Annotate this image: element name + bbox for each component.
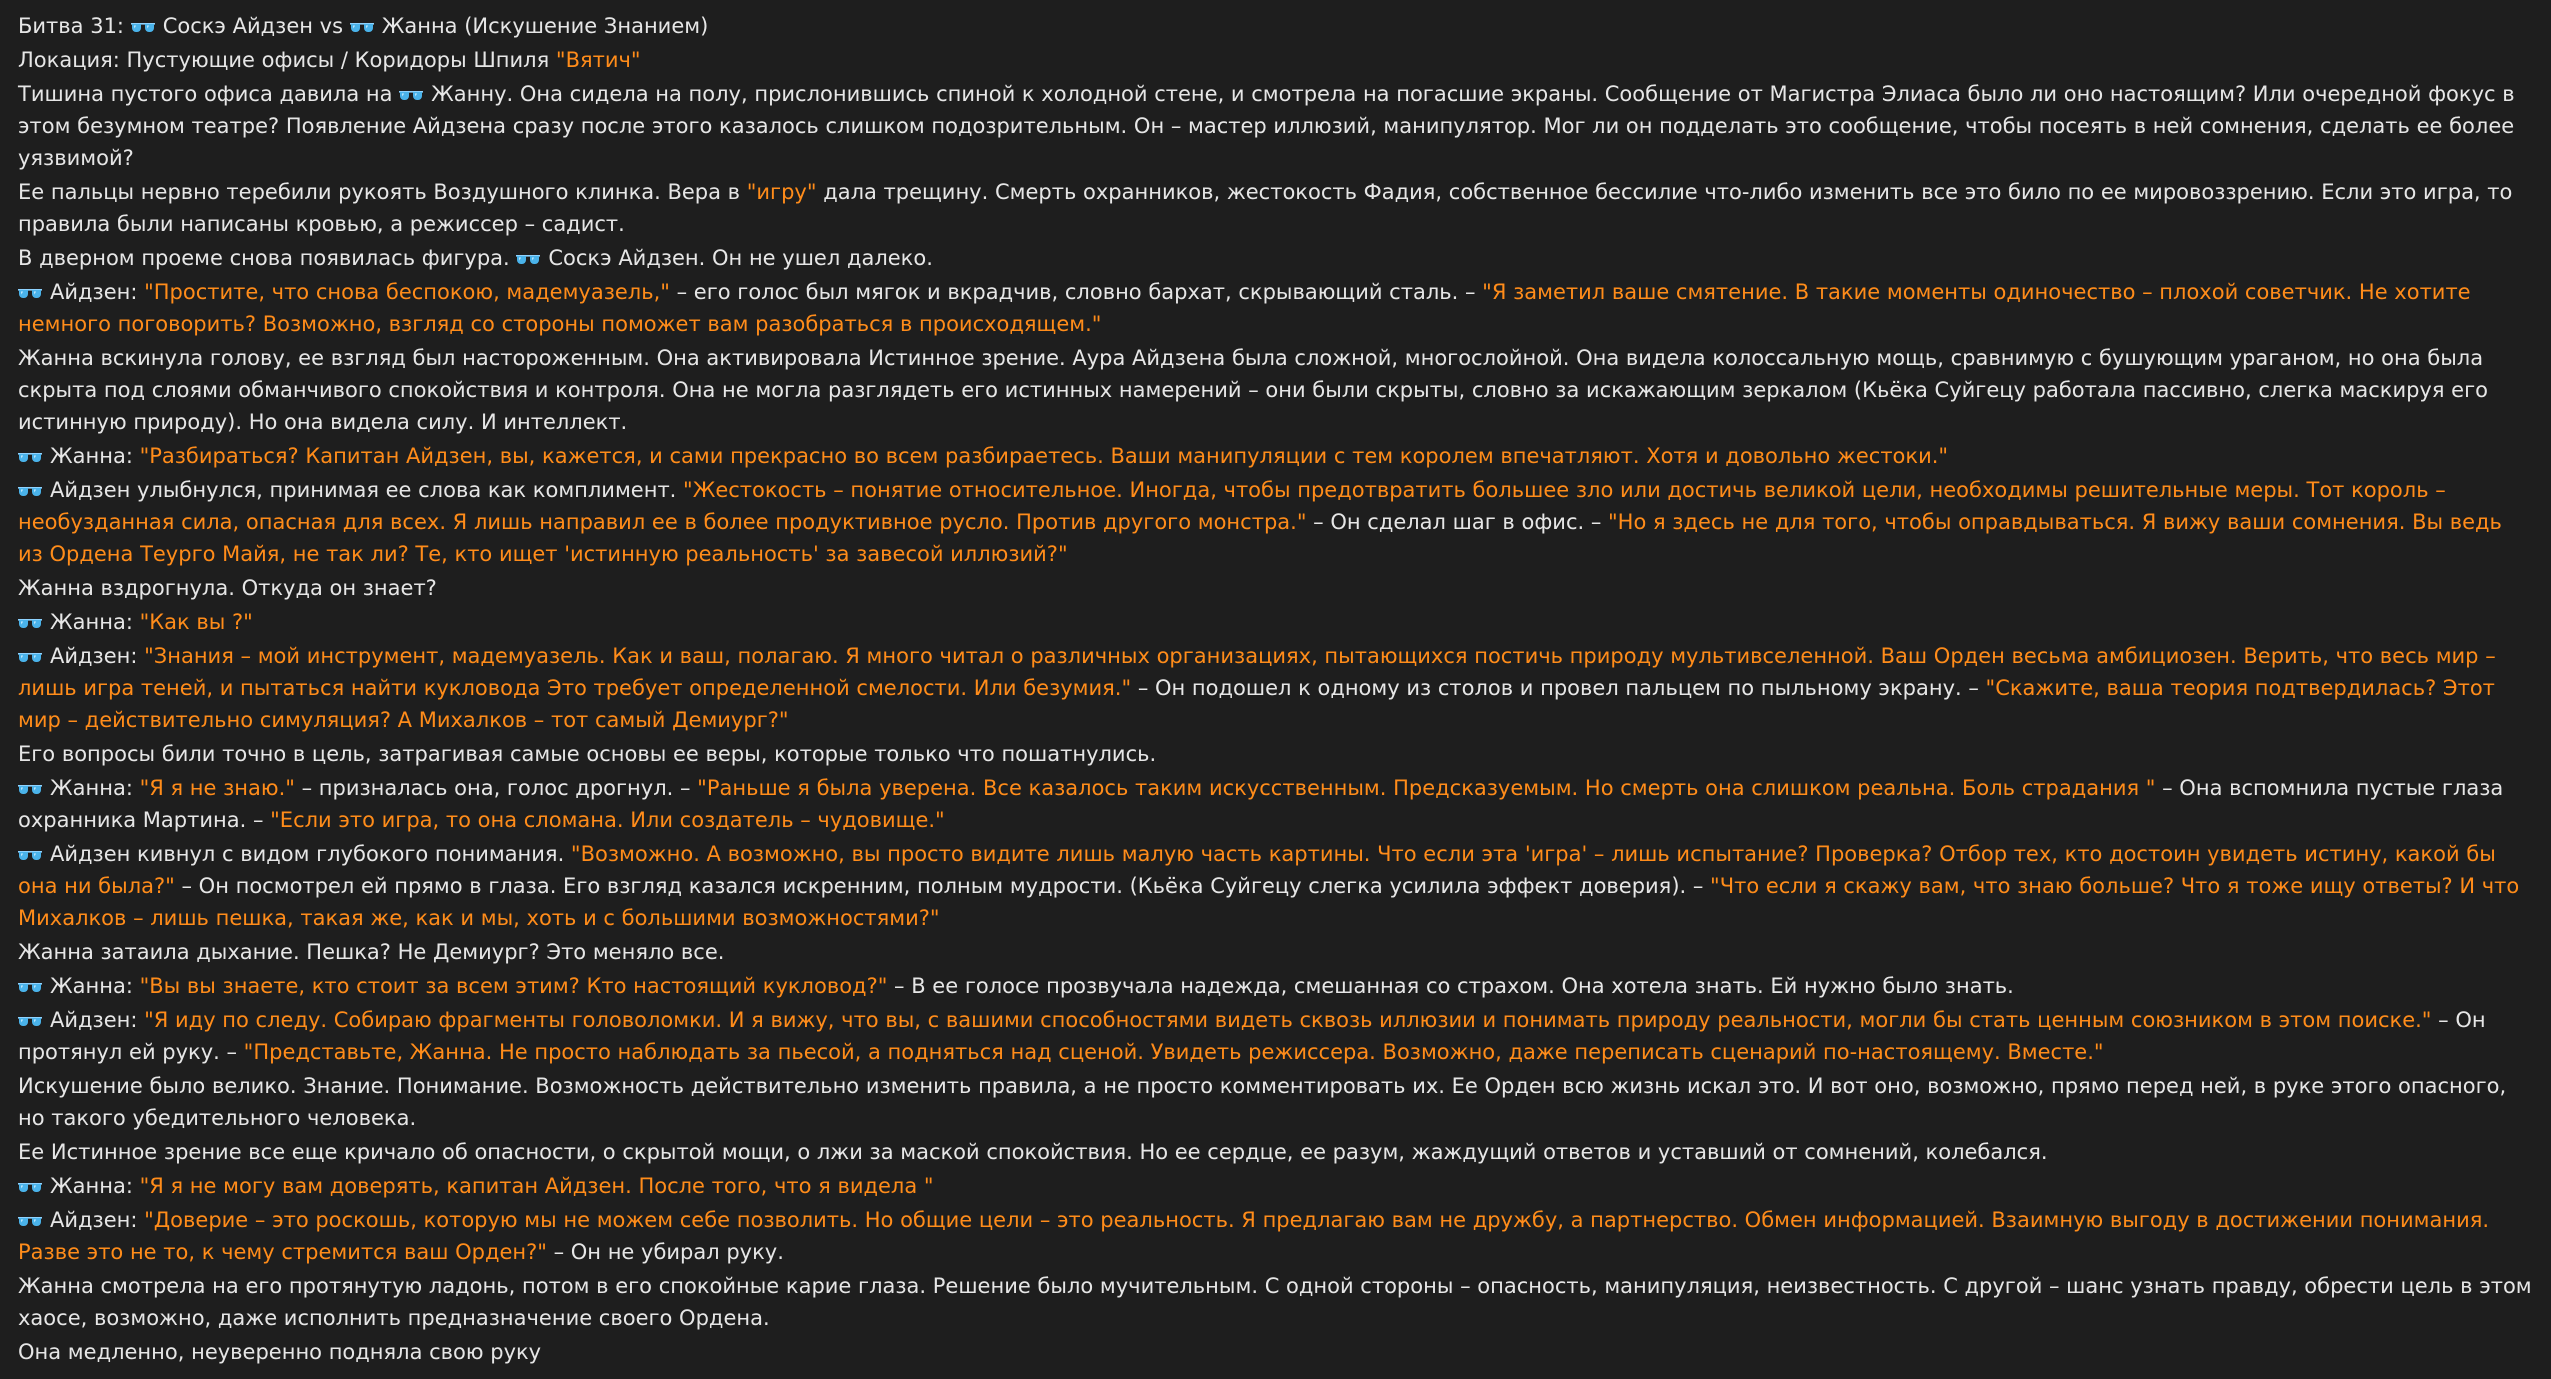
narration-text: дала трещину. Смерть охранников, жестокость Фадия, собственное бессилие что-либо изменить все это било по ее мировоззрению. Если это игра, то правила были написаны кровью, а режиссер – садист.: [18, 180, 2513, 236]
narration-text: – Он сделал шаг в офис. –: [1306, 510, 1609, 534]
narration-text: Жанна:: [50, 444, 140, 468]
paragraph: [18, 936, 2533, 968]
narration-text: – Он протянул ей руку. –: [18, 1008, 2486, 1064]
battle-prefix: Битва 31:: [18, 14, 131, 38]
sunglasses-icon: [18, 652, 42, 664]
paragraph: [18, 1270, 2533, 1334]
dialogue-quote: "Жестокость – понятие относительное. Иногда, чтобы предотвратить большее зло или достичь великой цели, необходимы решительные меры. Тот король – необузданная сила, опасная для всех. Я лишь направил ее в более продуктивное русло. Против другого монстра.": [18, 478, 2446, 534]
paragraph: [18, 242, 2533, 274]
narration-text: – Он посмотрел ей прямо в глаза. Его взгляд казался искренним, полным мудрости. (Кьёка Суйгецу слегка усилила эффект доверия). –: [174, 874, 1711, 898]
paragraph: [18, 738, 2533, 770]
sunglasses-icon: [18, 982, 42, 994]
narration-text: Жанна вздрогнула. Откуда он знает?: [18, 576, 437, 600]
dialogue-quote: "Простите, что снова беспокою, мадемуазель,": [144, 280, 670, 304]
narration-text: Жанна смотрела на его протянутую ладонь, потом в его спокойные карие глаза. Решение было мучительным. С одной стороны – опасность, манипуляция, неизвестность. С другой – шанс узнать правду, обрести цель в этом хаосе, возможно, даже исполнить предназначение своего Ордена.: [18, 1274, 2532, 1330]
narration-text: Айдзен:: [50, 644, 145, 668]
dialogue-quote: "Знания – мой инструмент, мадемуазель. Как и ваш, полагаю. Я много читал о различных организациях, пытающихся постичь природу мультивселенной. Ваш Орден весьма амбициозен. Верить, что весь мир – лишь игра теней, и пытаться найти кукловода Это требует определенной смелости. Или безумия.": [18, 644, 2496, 700]
story-body: [18, 78, 2533, 1368]
paragraph: [18, 838, 2533, 934]
sunglasses-icon: [18, 288, 42, 300]
dialogue-quote: "Я заметил ваше смятение. В такие моменты одиночество – плохой советчик. Не хотите немного поговорить? Возможно, взгляд со стороны поможет вам разобраться в происходящем.": [18, 280, 2471, 336]
sunglasses-icon: [516, 254, 540, 266]
paragraph: [18, 276, 2533, 340]
narration-text: Жанна:: [50, 610, 140, 634]
narration-text: Его вопросы били точно в цель, затрагивая самые основы ее веры, которые только что пошатнулись.: [18, 742, 1157, 766]
narration-text: Ее пальцы нервно теребили рукоять Воздушного клинка. Вера в: [18, 180, 747, 204]
narration-text: Ее Истинное зрение все еще кричало об опасности, о скрытой мощи, о лжи за маской спокойствия. Но ее сердце, ее разум, жаждущий ответов и уставший от сомнений, колебался.: [18, 1140, 2048, 1164]
dialogue-quote: "Но я здесь не для того, чтобы оправдываться. Я вижу ваши сомнения. Вы ведь из Ордена Теурго Майя, не так ли? Те, кто ищет 'истинную реальность' за завесой иллюзий?": [18, 510, 2502, 566]
dialogue-quote: "Представьте, Жанна. Не просто наблюдать за пьесой, а подняться над сценой. Увидеть режиссера. Возможно, даже переписать сценарий по-настоящему. Вместе.": [243, 1040, 2104, 1064]
sunglasses-icon: [18, 1216, 42, 1228]
sunglasses-icon: [18, 1182, 42, 1194]
paragraph: [18, 1070, 2533, 1134]
narration-text: – Он подошел к одному из столов и провел пальцем по пыльному экрану. –: [1131, 676, 1986, 700]
sunglasses-icon: [18, 784, 42, 796]
narration-text: Жанна:: [50, 1174, 140, 1198]
sunglasses-icon: [131, 22, 155, 34]
narration-text: Она медленно, неуверенно подняла свою руку: [18, 1340, 542, 1364]
location-line: [18, 44, 2533, 76]
narration-text: Айдзен:: [50, 280, 145, 304]
dialogue-quote: "Разбираться? Капитан Айдзен, вы, кажется, и сами прекрасно во всем разбираетесь. Ваши манипуляции с тем королем впечатляют. Хотя и довольно жестоки.": [139, 444, 1949, 468]
dialogue-quote: "Что если я скажу вам, что знаю больше? Что я тоже ищу ответы? И что Михалков – лишь пешка, такая же, как и мы, хоть и с большими возможностями?": [18, 874, 2520, 930]
paragraph: [18, 640, 2533, 736]
narration-text: Айдзен кивнул с видом глубокого понимания.: [50, 842, 571, 866]
dialogue-quote: "Если это игра, то она сломана. Или создатель – чудовище.": [270, 808, 945, 832]
sunglasses-icon: [350, 22, 374, 34]
dialogue-quote: "Вы вы знаете, кто стоит за всем этим? Кто настоящий кукловод?": [139, 974, 888, 998]
paragraph: [18, 1004, 2533, 1068]
dialogue-quote: "Я я не могу вам доверять, капитан Айдзен. После того, что я видела ": [139, 1174, 934, 1198]
narration-text: Айдзен улыбнулся, принимая ее слова как комплимент.: [50, 478, 684, 502]
paragraph: [18, 176, 2533, 240]
narration-text: Жанна:: [50, 974, 140, 998]
sunglasses-icon: [18, 850, 42, 862]
narration-text: Тишина пустого офиса давила на: [18, 82, 400, 106]
narration-text: – призналась она, голос дрогнул. –: [294, 776, 698, 800]
paragraph: [18, 970, 2533, 1002]
paragraph: [18, 440, 2533, 472]
paragraph: [18, 572, 2533, 604]
narration-text: Жанна вскинула голову, ее взгляд был настороженным. Она активировала Истинное зрение. Аура Айдзена была сложной, многослойной. Она видела колоссальную мощь, сравнимую с бушующим ураганом, но она была скрыта под слоями обманчивого спокойствия и контроля. Она не могла разглядеть его истинных намерений – они были скрыты, словно за искажающим зеркалом (Кьёка Суйгецу работала пассивно, слегка маскируя его истинную природу). Но она видела силу. И интеллект.: [18, 346, 2488, 434]
narration-text: – его голос был мягок и вкрадчив, словно бархат, скрывающий сталь. –: [669, 280, 1483, 304]
narration-text: – Он не убирал руку.: [546, 1240, 784, 1264]
sunglasses-icon: [399, 90, 423, 102]
sunglasses-icon: [18, 1016, 42, 1028]
location-prefix: Локация: Пустующие офисы / Коридоры Шпиля: [18, 48, 556, 72]
narration-text: – В ее голосе прозвучала надежда, смешанная со страхом. Она хотела знать. Ей нужно было знать.: [887, 974, 2014, 998]
paragraph: [18, 342, 2533, 438]
sunglasses-icon: [18, 452, 42, 464]
narration-text: Жанну. Она сидела на полу, прислонившись спиной к холодной стене, и смотрела на погасшие экраны. Сообщение от Магистра Элиаса было ли оно настоящим? Или очередной фокус в этом безумном театре? Появление Айдзена сразу после этого казалось слишком подозрительным. Он – мастер иллюзий, манипулятор. Мог ли он подделать это сообщение, чтобы посеять в ней сомнения, сделать ее более уязвимой?: [18, 82, 2515, 170]
paragraph: [18, 78, 2533, 174]
paragraph: [18, 1170, 2533, 1202]
dialogue-quote: "Возможно. А возможно, вы просто видите лишь малую часть картины. Что если эта 'игра' – лишь испытание? Проверка? Отбор тех, кто достоин увидеть истину, какой бы она ни была?": [18, 842, 2496, 898]
dialogue-quote: "Я я не знаю.": [139, 776, 295, 800]
dialogue-quote: "Скажите, ваша теория подтвердилась? Этот мир – действительно симуляция? А Михалков – тот самый Демиург?": [18, 676, 2495, 732]
battle-title: [18, 10, 2533, 42]
dialogue-quote: "Как вы ?": [139, 610, 253, 634]
paragraph: [18, 606, 2533, 638]
fighter-1: Соскэ Айдзен: [162, 14, 313, 38]
narration-text: В дверном проеме снова появилась фигура.: [18, 246, 517, 270]
narration-text: Соскэ Айдзен. Он не ушел далеко.: [548, 246, 933, 270]
paragraph: [18, 1204, 2533, 1268]
dialogue-quote: "Доверие – это роскошь, которую мы не можем себе позволить. Но общие цели – это реальность. Я предлагаю вам не дружбу, а партнерство. Обмен информацией. Взаимную выгоду в достижении понимания. Разве это не то, к чему стремится ваш Орден?": [18, 1208, 2490, 1264]
narration-text: Айдзен:: [50, 1008, 145, 1032]
narration-text: Искушение было велико. Знание. Понимание. Возможность действительно изменить правила, а не просто комментировать их. Ее Орден всю жизнь искал это. И вот оно, возможно, прямо перед ней, в руке этого опасного, но такого убедительного человека.: [18, 1074, 2507, 1130]
paragraph: [18, 772, 2533, 836]
dialogue-quote: "Я иду по следу. Собираю фрагменты головоломки. И я вижу, что вы, с вашими способностями видеть сквозь иллюзии и понимать природу реальности, могли бы стать ценным союзником в этом поиске.": [144, 1008, 2432, 1032]
narration-text: Айдзен:: [50, 1208, 145, 1232]
paragraph: [18, 474, 2533, 570]
dialogue-quote: "игру": [746, 180, 817, 204]
sunglasses-icon: [18, 618, 42, 630]
paragraph: [18, 1336, 2533, 1368]
location-name: "Вятич": [555, 48, 641, 72]
fighter-2: Жанна (Искушение Знанием): [381, 14, 709, 38]
narration-text: Жанна:: [50, 776, 140, 800]
versus: vs: [312, 14, 350, 38]
narration-text: Жанна затаила дыхание. Пешка? Не Демиург? Это меняло все.: [18, 940, 725, 964]
sunglasses-icon: [18, 486, 42, 498]
dialogue-quote: "Раньше я была уверена. Все казалось таким искусственным. Предсказуемым. Но смерть она слишком реальна. Боль страдания ": [697, 776, 2156, 800]
narration-text: – Она вспомнила пустые глаза охранника Мартина. –: [18, 776, 2504, 832]
paragraph: [18, 1136, 2533, 1168]
